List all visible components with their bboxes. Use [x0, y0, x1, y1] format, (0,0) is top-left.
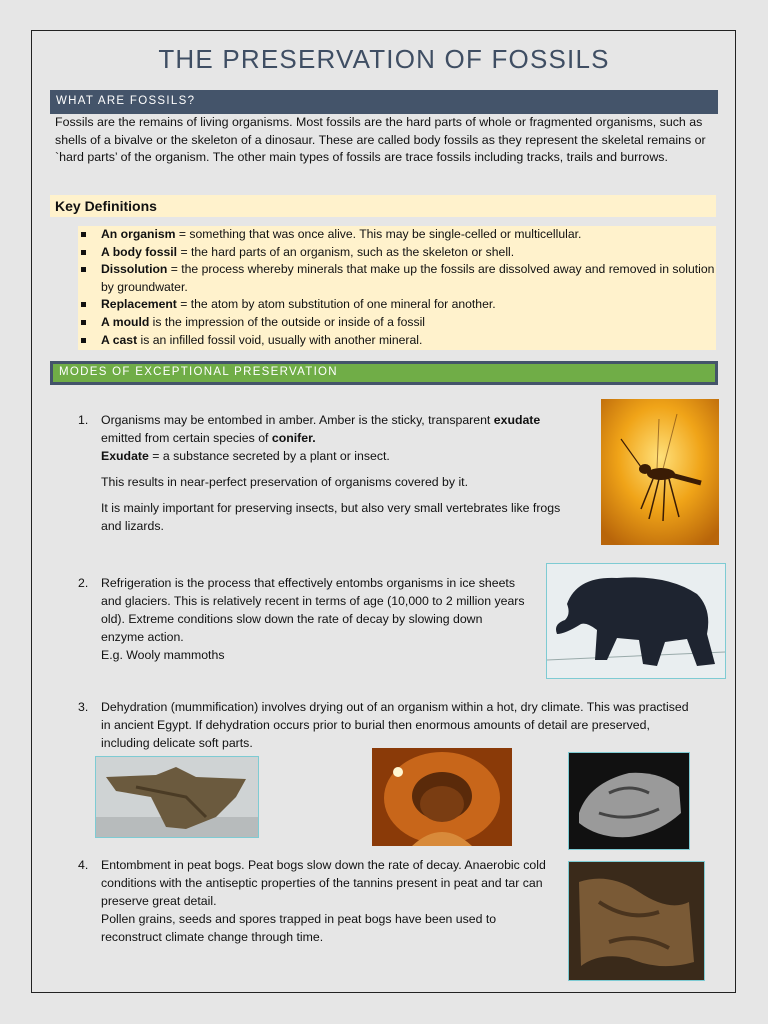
- definition-item: A cast is an infilled fossil void, usually with another mineral.: [101, 332, 716, 350]
- dried-animal-image: [95, 756, 259, 838]
- definition-item: Replacement = the atom by atom substitution of one mineral for another.: [101, 296, 716, 314]
- page-title: THE PRESERVATION OF FOSSILS: [158, 44, 610, 74]
- section-heading-exceptional-preservation: MODES OF EXCEPTIONAL PRESERVATION: [50, 361, 718, 385]
- section-heading-what-are-fossils: WHAT ARE FOSSILS?: [50, 90, 718, 114]
- definition-item: Dissolution = the process whereby minerals that make up the fossils are dissolved away and removed in solution by groundwater.: [101, 261, 716, 296]
- refrigeration-text: Refrigeration is the process that effectively entombs organisms in ice sheets and glaciers. This is relatively recent in terms of age (10,000 to 2 million years old). Extreme conditions slow down the rate of decay by slowing down enzyme action. E.g. Wooly mammoths: [101, 576, 525, 662]
- item-number: 3.: [78, 700, 89, 714]
- peat-bog-text: Entombment in peat bogs. Peat bogs slow down the rate of decay. Anaerobic cold conditions with the antiseptic properties of the tannins present in peat and tar can preserve great detail. Pollen grains, seeds and spores trapped in peat bogs have been used to reconstruct climate change through time.: [101, 858, 546, 944]
- amber-text: Organisms may be entombed in amber. Amber is the sticky, transparent exudate emitted from certain species of conifer. Exudate = a substance secreted by a plant or insect. This results in near-perfect preservation of organisms covered by it. It is mainly important for preserving insects, but also very small vertebrates like frogs and lizards.: [101, 413, 561, 533]
- definitions-list: [78, 226, 716, 350]
- item-number: 1.: [78, 413, 89, 427]
- mammoth-image: [546, 563, 726, 679]
- egyptian-mummy-image: [372, 748, 512, 846]
- definition-item: A body fossil = the hard parts of an organism, such as the skeleton or shell.: [101, 244, 716, 262]
- item-number: 4.: [78, 858, 89, 872]
- amber-insect-image: [601, 399, 719, 545]
- dehydration-text: Dehydration (mummification) involves drying out of an organism within a hot, dry climate. This was practised in ancient Egypt. If dehydration occurs prior to burial then enormous amounts of detail are preserved, including delicate soft parts.: [101, 700, 689, 750]
- definition-item: An organism = something that was once alive. This may be single-celled or multicellular.: [101, 226, 716, 244]
- definition-item: A mould is the impression of the outside or inside of a fossil: [101, 314, 716, 332]
- key-definitions-heading: Key Definitions: [50, 195, 716, 217]
- item-number: 2.: [78, 576, 89, 590]
- mummified-head-image: [568, 752, 690, 850]
- intro-paragraph: Fossils are the remains of living organisms. Most fossils are the hard parts of whole or fragmented organisms, such as shells of a bivalve or the skeleton of a dinosaur. These are called body fossils as they represent the skeletal remains or `hard parts’ of the organism. The other main types of fossils are trace fossils including tracks, trails and burrows.: [55, 115, 706, 165]
- bog-body-image: [568, 861, 705, 981]
